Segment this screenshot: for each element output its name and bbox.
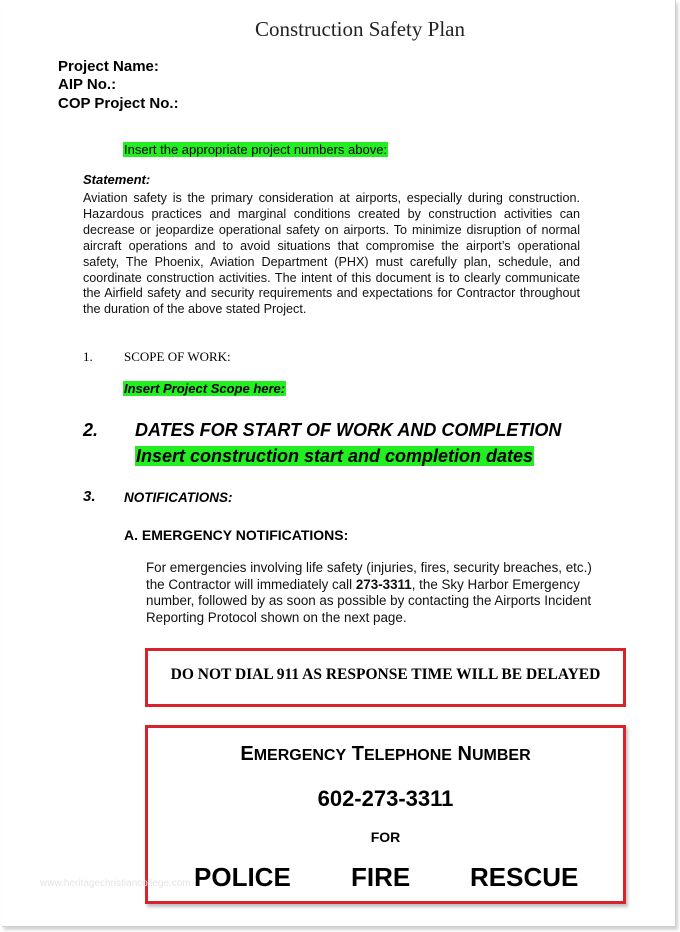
project-numbers-insert-note: Insert the appropriate project numbers above: <box>124 142 388 157</box>
project-name-label: Project Name: <box>58 58 159 75</box>
section-3-title: NOTIFICATIONS: <box>124 490 233 505</box>
do-not-dial-911-text: DO NOT DIAL 911 AS RESPONSE TIME WILL BE DELAYED <box>170 666 601 683</box>
emergency-notifications-paragraph: For emergencies involving life safety (injuries, fires, security breaches, etc.) the Contractor will immediately call 273-3311, the Sky Harbor Emergency number, followed by as soon as possible by contacting the Airports Incident Reporting Protocol shown on the next page. <box>146 560 592 625</box>
rescue-label: RESCUE <box>470 862 579 892</box>
sky-harbor-number: 273-3311 <box>355 576 412 592</box>
section-2-number: 2. <box>83 420 99 440</box>
aip-number-label: AIP No.: <box>58 76 117 93</box>
cop-project-number-label: COP Project No.: <box>58 95 179 112</box>
section-1-title: SCOPE OF WORK: <box>124 349 231 364</box>
statement-body: Aviation safety is the primary consideration at airports, especially during construction. Hazardous practices and marginal conditions created by construction activities can decrease or jeopardize operational safety on airports. To minimize disruption of normal aircraft operations and to avoid situations that compromise the airport’s operational safety, The Phoenix, Aviation Department (PHX) must carefully plan, schedule, and coordinate construction activities. The intent of this document is to clearly communicate the Airfield safety and security requirements and expectations for Contractor throughout the duration of the above stated Project. <box>83 191 580 317</box>
for-label: FOR <box>370 829 401 845</box>
do-not-dial-911-box <box>145 648 626 707</box>
emergency-phone-number: 602-273-3311 <box>317 786 454 811</box>
section-1-number: 1. <box>83 349 93 364</box>
document-title: Construction Safety Plan <box>255 17 465 41</box>
dates-insert-note: Insert construction start and completion dates <box>136 446 534 466</box>
statement-heading: Statement: <box>83 172 151 187</box>
emergency-notifications-heading: A. EMERGENCY NOTIFICATIONS: <box>124 527 349 543</box>
emergency-telephone-box <box>145 725 626 904</box>
scope-insert-note: Insert Project Scope here: <box>124 381 286 396</box>
watermark: www.heritagechristiancollege.com <box>40 878 191 889</box>
police-label: POLICE <box>194 862 291 892</box>
section-2-title: DATES FOR START OF WORK AND COMPLETION <box>135 420 562 440</box>
fire-label: FIRE <box>351 862 411 892</box>
emergency-telephone-heading: EMERGENCY TELEPHONE NUMBER <box>240 743 531 765</box>
document-page <box>2 0 676 927</box>
section-3-number: 3. <box>83 488 96 505</box>
